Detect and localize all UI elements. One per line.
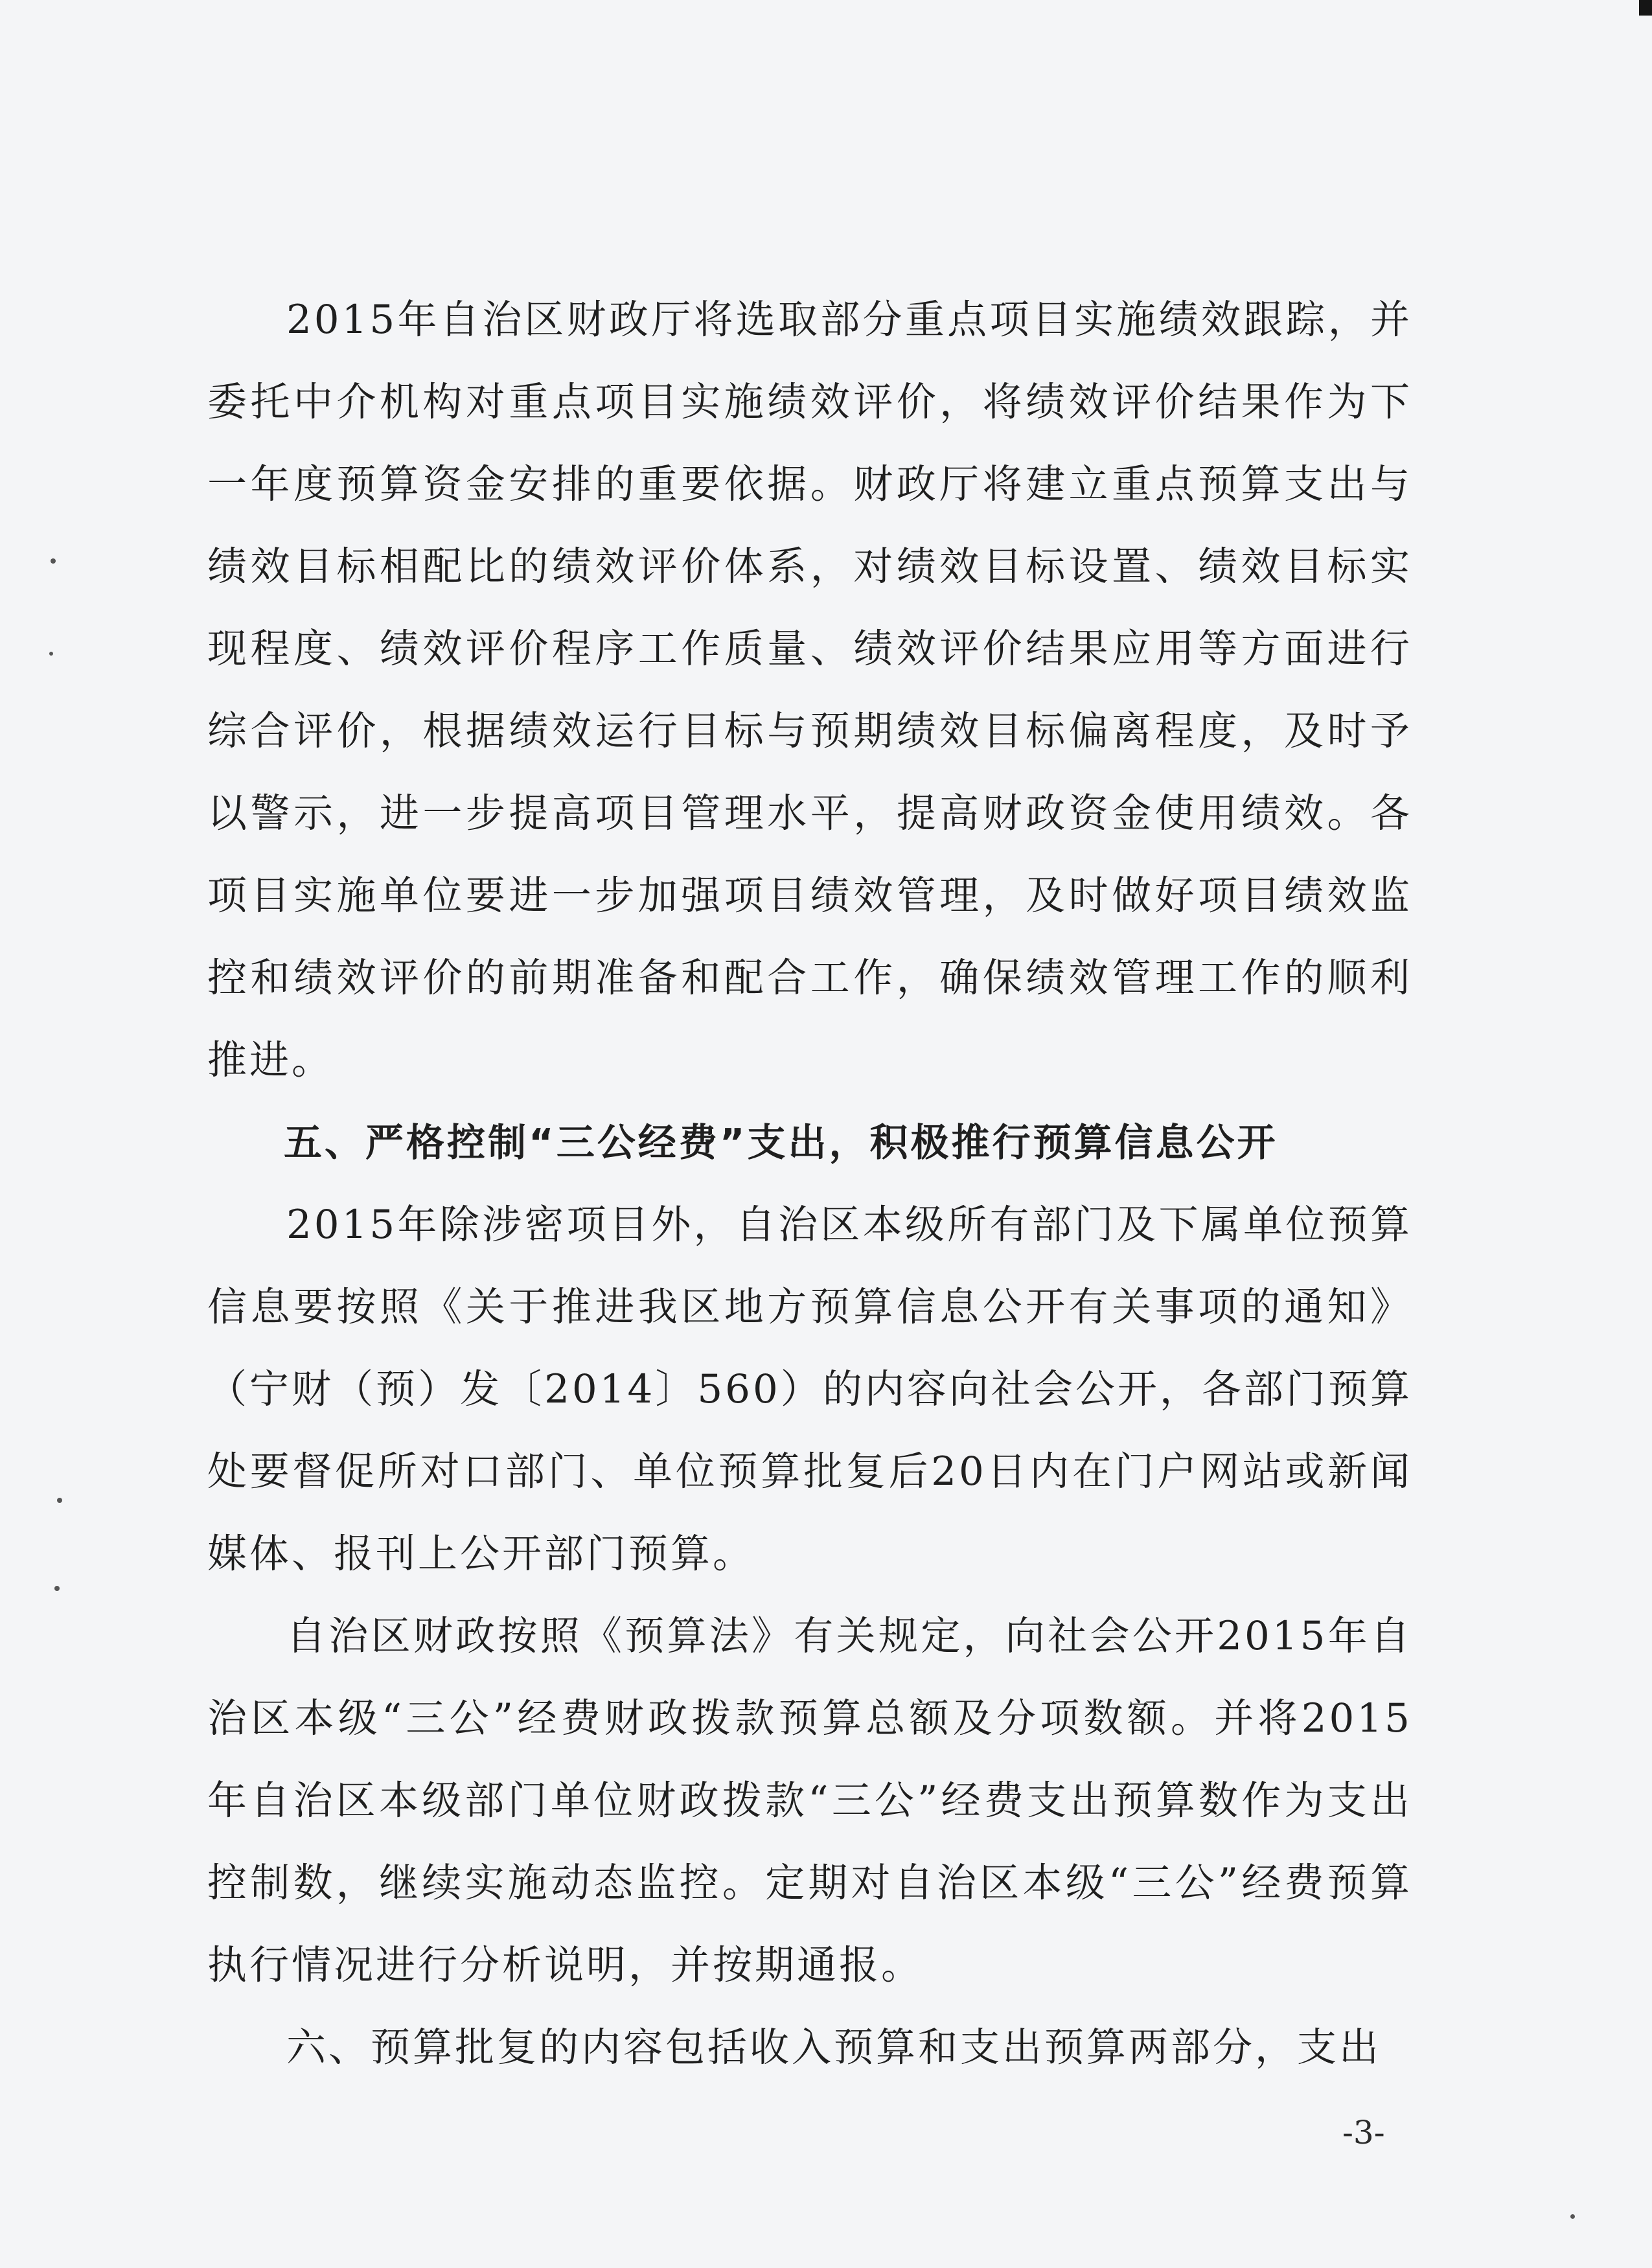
scan-speck (51, 558, 56, 564)
paragraph-budget-disclosure: 2015年除涉密项目外，自治区本级所有部门及下属单位预算信息要按照《关于推进我区地方预算信息公开有关事项的通知》（宁财（预）发〔2014〕560）的内容向社会公开，各部门预算处要督促所对口部门、单位预算批复后20日内在门户网站或新闻媒体、报刊上公开部门预算。 (207, 1202, 1412, 1577)
scan-speck (54, 1586, 60, 1591)
scan-speck (49, 652, 53, 656)
scan-edge-shadow (1639, 0, 1652, 16)
paragraph-three-public-expenses: 自治区财政按照《预算法》有关规定，向社会公开2015年自治区本级“三公”经费财政拨款预算总额及分项数额。并将2015年自治区本级部门单位财政拨款“三公”经费支出预算数作为支出控制数，继续实施动态监控。定期对自治区本级“三公”经费预算执行情况进行分析说明，并按期通报。 (207, 1613, 1412, 1988)
paragraph-six-budget-approval: 六、预算批复的内容包括收入预算和支出预算两部分，支出 (286, 2024, 1382, 2070)
scan-speck (1570, 2214, 1575, 2219)
paragraph-performance-evaluation: 2015年自治区财政厅将选取部分重点项目实施绩效跟踪，并委托中介机构对重点项目实施绩效评价，将绩效评价结果作为下一年度预算资金安排的重要依据。财政厅将建立重点预算支出与绩效目标相配比的绩效评价体系，对绩效目标设置、绩效目标实现程度、绩效评价程序工作质量、绩效评价结果应用等方面进行综合评价，根据绩效运行目标与预期绩效目标偏离程度，及时予以警示，进一步提高项目管理水平，提高财政资金使用绩效。各项目实施单位要进一步加强项目绩效管理，及时做好项目绩效监控和绩效评价的前期准备和配合工作，确保绩效管理工作的顺利推进。 (207, 297, 1412, 1083)
section-heading-five: 五、严格控制“三公经费”支出，积极推行预算信息公开 (284, 1120, 1278, 1165)
body-text (207, 279, 1412, 2089)
scan-speck (57, 1498, 62, 1503)
page-number: -3- (1342, 2114, 1385, 2151)
